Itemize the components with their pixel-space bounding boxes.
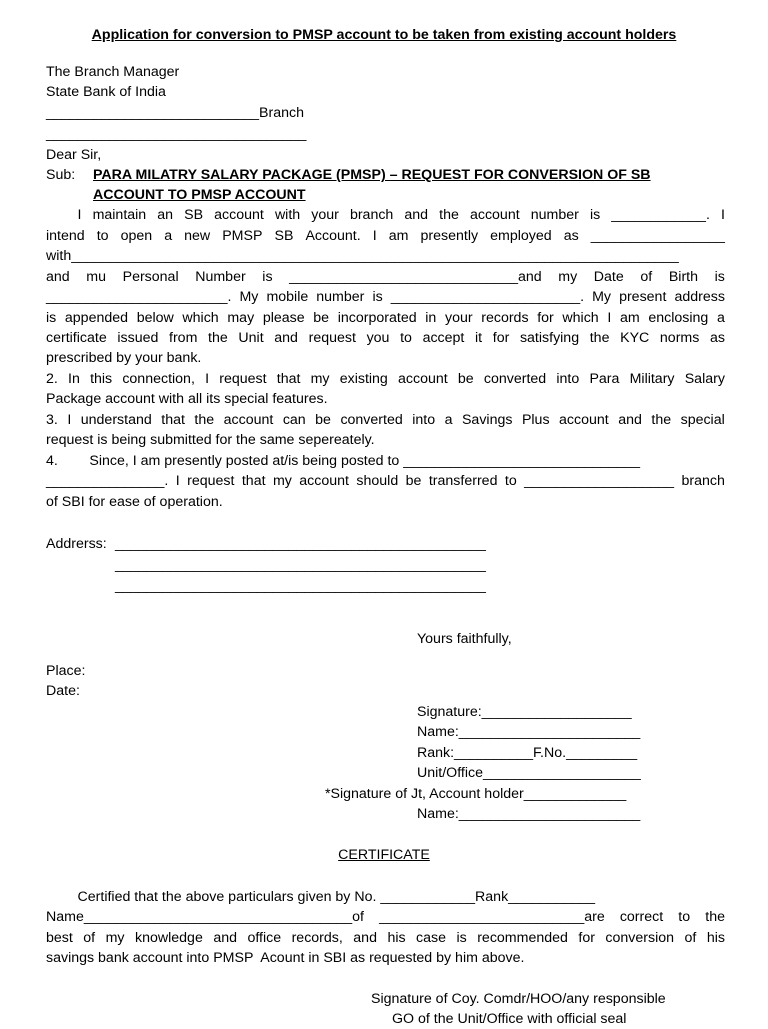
branch-label: Branch bbox=[259, 105, 304, 121]
date-label: Date: bbox=[46, 683, 80, 699]
para2-line-2: Package account with all its special features. bbox=[46, 391, 328, 407]
subject-prefix: Sub: bbox=[46, 167, 76, 183]
signatory-line-2: GO of the Unit/Office with official seal bbox=[392, 1011, 627, 1027]
para1-line-1: I maintain an SB account with your branch and the account number is ____________. I bbox=[46, 207, 725, 223]
rank-fno-field[interactable]: Rank:__________F.No._________ bbox=[417, 745, 638, 761]
subject-line-2: ACCOUNT TO PMSP ACCOUNT bbox=[93, 187, 306, 203]
para4-line-1: 4. Since, I am presently posted at/is being posted to ______________________________ bbox=[46, 453, 640, 469]
addressee-extra-blank[interactable]: _________________________________ bbox=[46, 126, 307, 142]
addressee-line-1: The Branch Manager bbox=[46, 64, 180, 80]
signature-field[interactable]: Signature:___________________ bbox=[417, 704, 632, 720]
address-label: Addrerss: bbox=[46, 536, 107, 552]
salutation: Dear Sir, bbox=[46, 147, 102, 163]
para4-line-3: of SBI for ease of operation. bbox=[46, 494, 223, 510]
closing: Yours faithfully, bbox=[417, 631, 512, 647]
branch-line bbox=[46, 103, 304, 123]
addressee-line-2: State Bank of India bbox=[46, 84, 166, 100]
para1-line-3: with_____________________________________________________________________________ bbox=[46, 248, 679, 264]
certificate-line-2: Name__________________________________of __________________________are correct to the bbox=[46, 909, 725, 925]
subject-line-1: PARA MILATRY SALARY PACKAGE (PMSP) – REQUEST FOR CONVERSION OF SB bbox=[93, 167, 651, 183]
para1-line-8: prescribed by your bank. bbox=[46, 350, 202, 366]
signatory-line-1: Signature of Coy. Comdr/HOO/any responsible bbox=[371, 991, 666, 1007]
address-line-2[interactable]: _______________________________________________ bbox=[115, 557, 486, 573]
place-label: Place: bbox=[46, 663, 86, 679]
para3-line-1: 3. I understand that the account can be converted into a Savings Plus account and the special bbox=[46, 412, 725, 428]
certificate-heading: CERTIFICATE bbox=[338, 847, 430, 863]
certificate-line-4: savings bank account into PMSP Acount in SBI as requested by him above. bbox=[46, 950, 525, 966]
name-field[interactable]: Name:_______________________ bbox=[417, 724, 641, 740]
para1-line-2: intend to open a new PMSP SB Account. I am presently employed as _________________ bbox=[46, 228, 725, 244]
branch-blank[interactable]: ___________________________ bbox=[46, 105, 260, 121]
para3-line-2: request is being submitted for the same sepereately. bbox=[46, 432, 375, 448]
para2-line-1: 2. In this connection, I request that my existing account be converted into Para Military Salary bbox=[46, 371, 725, 387]
para1-line-7: certificate issued from the Unit and request you to accept it for satisfying the KYC norms as bbox=[46, 330, 725, 346]
certificate-line-3: best of my knowledge and office records, and his case is recommended for conversion of his bbox=[46, 930, 725, 946]
form-title: Application for conversion to PMSP account to be taken from existing account holders bbox=[91, 27, 677, 43]
unit-office-field[interactable]: Unit/Office____________________ bbox=[417, 765, 641, 781]
address-line-1[interactable]: _______________________________________________ bbox=[115, 536, 486, 552]
para1-line-4: and mu Personal Number is _____________________________and my Date of Birth is bbox=[46, 269, 725, 285]
para4-line-2: _______________. I request that my account should be transferred to ___________________ branch bbox=[46, 473, 725, 489]
certificate-line-1: Certified that the above particulars given by No. ____________Rank___________ bbox=[46, 889, 595, 905]
para1-line-6: is appended below which may please be incorporated in your records for which I am enclosing a bbox=[46, 310, 725, 326]
jt-signature-field[interactable]: *Signature of Jt, Account holder_____________ bbox=[325, 786, 627, 802]
jt-name-field[interactable]: Name:_______________________ bbox=[417, 806, 641, 822]
para1-line-5: _______________________. My mobile number is ________________________. My present address bbox=[46, 289, 725, 305]
address-line-3[interactable]: _______________________________________________ bbox=[115, 578, 486, 594]
